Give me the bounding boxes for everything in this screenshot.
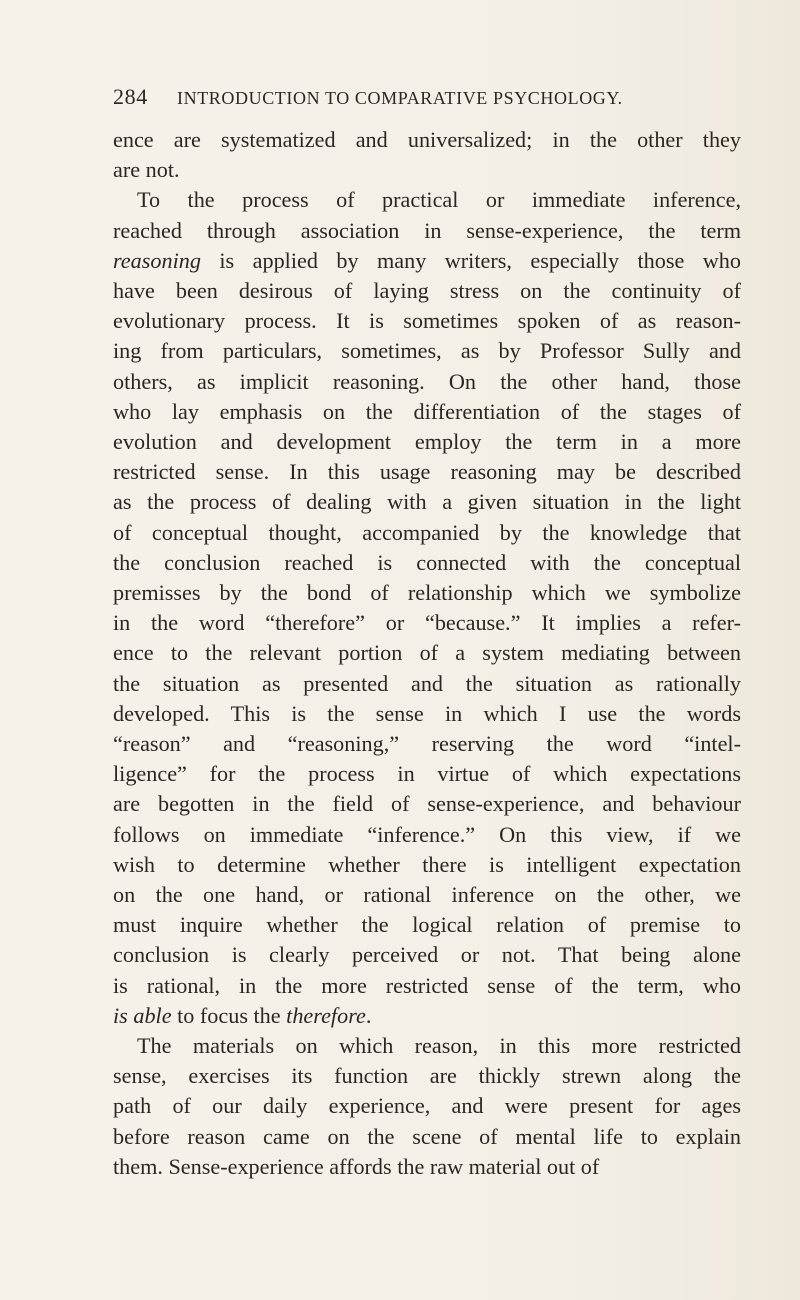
text-run: .: [365, 1002, 372, 1028]
text-run: path of our daily experience, and were present for ages: [113, 1093, 741, 1119]
text-line: [113, 124, 741, 155]
text-run: reached through association in sense-experience, the term: [113, 217, 741, 243]
text-run: are begotten in the field of sense-experience, and behaviour: [113, 791, 741, 817]
text-run: ence are systematized and universalized; in the other they: [113, 127, 741, 152]
text-run: them. Sense-experience affords the raw material out of: [113, 1153, 600, 1179]
text-line: [113, 788, 741, 819]
text-line: [113, 577, 741, 608]
text-line: [113, 245, 741, 276]
text-run: the situation as presented and the situation as rationally: [113, 670, 741, 696]
text-line: [113, 1090, 741, 1121]
text-run: restricted sense. In this usage reasoning may be described: [113, 459, 741, 485]
text-run: as the process of dealing with a given situation in the light: [113, 489, 741, 515]
italic-text: is able: [113, 1002, 172, 1028]
text-line: [113, 275, 741, 306]
text-run: follows on immediate “inference.” On this view, if we: [113, 821, 741, 847]
running-head: [113, 84, 713, 114]
text-run: The materials on which reason, in this more restricted: [137, 1033, 741, 1058]
text-line: [113, 1151, 741, 1182]
text-run: have been desirous of laying stress on the continuity of: [113, 278, 741, 303]
text-run: evolutionary process. It is sometimes spoken of as reason-: [113, 308, 741, 334]
text-run: before reason came on the scene of mental life to explain: [113, 1123, 741, 1149]
text-line: [113, 486, 741, 517]
text-line: [113, 547, 741, 578]
text-line: [113, 607, 741, 638]
text-line: [113, 1060, 741, 1091]
text-run: must inquire whether the logical relation of premise to: [113, 912, 741, 938]
text-line: [113, 758, 741, 789]
text-line: [113, 366, 741, 397]
text-run: wish to determine whether there is intelligent expectation: [113, 851, 741, 877]
text-run: developed. This is the sense in which I use the words: [113, 700, 741, 726]
text-run: “reason” and “reasoning,” reserving the word “intel-: [113, 731, 741, 756]
text-line: [113, 154, 741, 185]
text-run: in the word “therefore” or “because.” It implies a refer-: [113, 610, 741, 636]
text-line: [113, 184, 741, 215]
text-line: [113, 305, 741, 336]
text-line: [113, 215, 741, 246]
text-line: [113, 819, 741, 850]
italic-text: reasoning: [113, 247, 201, 273]
text-run: To the process of practical or immediate inference,: [137, 187, 741, 213]
italic-text: therefore: [286, 1002, 366, 1028]
text-line: [113, 1121, 741, 1152]
text-run: ence to the relevant portion of a system mediating between: [113, 640, 741, 666]
text-line: [113, 668, 741, 699]
text-line: [113, 517, 741, 548]
text-run: the conclusion reached is connected with the conceptual: [113, 549, 741, 575]
text-run: premisses by the bond of relationship which we symbolize: [113, 580, 741, 605]
text-run: ligence” for the process in virtue of which expectations: [113, 761, 741, 787]
text-line: [113, 456, 741, 487]
text-run: conclusion is clearly perceived or not. That being alone: [113, 942, 741, 968]
text-run: of conceptual thought, accompanied by the knowledge that: [113, 519, 741, 545]
text-line: [113, 728, 741, 759]
text-run: sense, exercises its function are thickly strewn along the: [113, 1063, 741, 1089]
text-run: ing from particulars, sometimes, as by Professor Sully and: [113, 338, 741, 364]
text-run: is applied by many writers, especially those who: [200, 247, 741, 273]
text-line: [113, 939, 741, 970]
text-run: who lay emphasis on the differentiation of the stages of: [113, 398, 741, 424]
text-line: [113, 1000, 741, 1031]
text-line: [113, 335, 741, 366]
text-run: to focus the: [171, 1002, 287, 1028]
text-line: [113, 698, 741, 729]
text-line: [113, 970, 741, 1001]
text-run: are not.: [113, 157, 180, 183]
text-run: on the one hand, or rational inference on the other, we: [113, 882, 741, 907]
text-run: evolution and development employ the term in a more: [113, 429, 741, 454]
running-head-title: INTRODUCTION TO COMPARATIVE PSYCHOLOGY.: [177, 88, 623, 108]
text-line: [113, 426, 741, 457]
text-line: [113, 637, 741, 668]
text-run: is rational, in the more restricted sense of the term, who: [113, 972, 741, 998]
text-line: [113, 396, 741, 427]
text-line: [113, 849, 741, 880]
page-number: 284: [113, 84, 148, 109]
text-line: [113, 1030, 741, 1061]
text-line: [113, 909, 741, 940]
text-line: [113, 879, 741, 910]
text-run: others, as implicit reasoning. On the other hand, those: [113, 368, 741, 394]
